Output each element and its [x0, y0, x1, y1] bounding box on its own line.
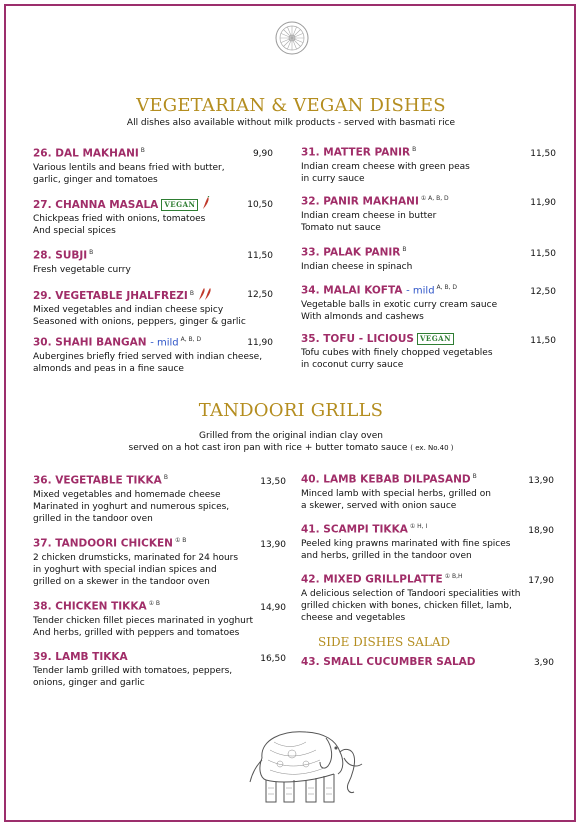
item-desc: Various lentils and beans fried with butter, — [33, 162, 225, 173]
allergen-codes: B — [412, 146, 417, 153]
menu-item-29 — [33, 287, 246, 328]
item-desc: Mixed vegetables and indian cheese spicy — [33, 305, 224, 315]
item-name: 35. TOFU - LICIOUS — [301, 333, 414, 345]
price-38: 14,90 — [260, 603, 286, 613]
menu-item-26 — [33, 147, 225, 186]
mild-label: - mild — [406, 285, 435, 297]
item-name: 28. SUBJI — [33, 249, 88, 262]
veg-section-subtitle: All dishes also available without milk products - served with basmati rice — [126, 118, 456, 128]
allergen-codes: B — [163, 474, 168, 481]
allergen-codes: ① A, B, D — [420, 195, 449, 202]
item-desc: Marinated in yoghurt and numerous spices, — [33, 501, 230, 512]
item-name: 27. CHANNA MASALA — [33, 199, 159, 211]
allergen-codes: B — [89, 249, 94, 256]
side-dishes-title: SIDE DISHES SALAD — [318, 635, 451, 649]
subtitle-note: ( ex. No.40 ) — [410, 444, 454, 452]
price-28: 11,50 — [247, 251, 273, 261]
item-desc: cheese and vegetables — [301, 612, 406, 623]
allergen-codes: A, B, D — [436, 284, 458, 291]
price-29: 12,50 — [247, 290, 273, 300]
item-desc: With almonds and cashews — [301, 311, 424, 322]
vegan-badge: VEGAN — [417, 333, 454, 345]
price-26: 9,90 — [252, 149, 273, 159]
menu-item-42 — [301, 573, 520, 624]
price-42: 17,90 — [528, 576, 554, 586]
price-27: 10,50 — [247, 200, 273, 210]
allergen-codes: B — [472, 473, 477, 480]
item-desc: and herbs, grilled in the tandoor oven — [301, 550, 472, 561]
menu-item-41 — [301, 523, 510, 562]
subtitle-text: served on a hot cast iron pan with rice + butter tomato sauce — [128, 443, 408, 453]
menu-item-40 — [301, 473, 491, 512]
price-40: 13,90 — [528, 476, 554, 486]
menu-item-30 — [33, 336, 262, 375]
item-desc: And herbs, grilled with peppers and tomatoes — [33, 627, 240, 638]
allergen-codes: B — [140, 147, 145, 154]
item-desc: Minced lamb with special herbs, grilled on — [301, 488, 491, 499]
item-desc: Seasoned with onions, peppers, ginger & garlic — [33, 317, 246, 327]
item-name: 33. PALAK PANIR — [301, 246, 401, 259]
allergen-codes: ① B — [148, 600, 160, 607]
item-name: 43. SMALL CUCUMBER SALAD — [301, 656, 476, 668]
tandoori-section-title: TANDOORI GRILLS — [198, 400, 384, 421]
price-33: 11,50 — [530, 249, 556, 259]
menu-item-27 — [33, 196, 211, 237]
item-name: 34. MALAI KOFTA — [301, 284, 403, 297]
item-desc: garlic, ginger and tomatoes — [33, 174, 158, 185]
chakra-emblem-icon — [274, 20, 310, 56]
tandoori-subtitle-2 — [0, 442, 582, 454]
item-desc: Tomato nut sauce — [301, 222, 381, 233]
item-desc: in curry sauce — [301, 173, 365, 184]
item-desc: Mixed vegetables and homemade cheese — [33, 489, 221, 500]
menu-item-38 — [33, 600, 253, 639]
chili-icon — [201, 196, 211, 210]
item-name: 41. SCAMPI TIKKA — [301, 523, 408, 536]
menu-item-37 — [33, 537, 238, 588]
allergen-codes: ① B,H — [444, 573, 463, 580]
item-name: 30. SHAHI BANGAN — [33, 336, 147, 349]
item-name: 37. TANDOORI CHICKEN — [33, 537, 173, 550]
item-desc: a skewer, served with onion sauce — [301, 500, 457, 511]
price-35: 11,50 — [530, 336, 556, 346]
price-37: 13,90 — [260, 540, 286, 550]
price-34: 12,50 — [530, 287, 556, 297]
item-desc: onions, ginger and garlic — [33, 678, 145, 688]
item-desc: Tofu cubes with finely chopped vegetables — [301, 348, 493, 358]
item-desc: in coconut curry sauce — [301, 360, 404, 370]
price-32: 11,90 — [530, 198, 556, 208]
allergen-codes: B — [402, 246, 407, 253]
item-name: 39. LAMB TIKKA — [33, 651, 128, 663]
item-name: 42. MIXED GRILLPLATTE — [301, 573, 443, 586]
item-desc: Indian cheese in spinach — [301, 261, 413, 272]
item-name: 36. VEGETABLE TIKKA — [33, 474, 162, 487]
item-desc: grilled chicken with bones, chicken fillet, lamb, — [301, 600, 512, 611]
item-name: 26. DAL MAKHANI — [33, 147, 139, 160]
item-name: 38. CHICKEN TIKKA — [33, 600, 147, 613]
menu-item-34 — [301, 284, 497, 323]
item-desc: Tender lamb grilled with tomatoes, peppers, — [33, 666, 233, 676]
item-desc: in yoghurt with special indian spices and — [33, 564, 217, 575]
menu-item-33 — [301, 246, 412, 273]
menu-item-35 — [301, 333, 493, 371]
price-31: 11,50 — [530, 149, 556, 159]
item-name: 32. PANIR MAKHANI — [301, 195, 419, 208]
item-desc: A delicious selection of Tandoori specialities with — [301, 588, 521, 599]
allergen-codes: ① H, I — [409, 523, 428, 530]
tandoori-subtitle-1: Grilled from the original indian clay oven — [199, 431, 383, 441]
item-desc: Fresh vegetable curry — [33, 264, 131, 275]
item-desc: Aubergines briefly fried served with indian cheese, — [33, 351, 263, 362]
price-39: 16,50 — [260, 654, 286, 664]
price-41: 18,90 — [528, 526, 554, 536]
item-desc: Vegetable balls in exotic curry cream sauce — [301, 299, 498, 310]
menu-item-28 — [33, 249, 131, 276]
price-30: 11,90 — [247, 338, 273, 348]
item-desc: 2 chicken drumsticks, marinated for 24 hours — [33, 552, 239, 563]
menu-item-39 — [33, 651, 232, 689]
menu-item-43 — [301, 656, 475, 668]
item-desc: Indian cream cheese with green peas — [301, 161, 470, 172]
vegan-badge: VEGAN — [161, 199, 198, 211]
item-name: 31. MATTER PANIR — [301, 146, 411, 159]
item-desc: Chickpeas fried with onions, tomatoes — [33, 214, 206, 224]
item-name: 40. LAMB KEBAB DILPASAND — [301, 473, 471, 486]
item-desc: Peeled king prawns marinated with fine spices — [301, 538, 511, 549]
allergen-codes: B — [189, 289, 194, 297]
allergen-codes: A, B, D — [180, 336, 202, 343]
item-desc: Indian cream cheese in butter — [301, 210, 437, 221]
menu-item-36 — [33, 474, 229, 525]
chili-icon — [197, 287, 213, 301]
price-36: 13,50 — [260, 477, 286, 487]
item-desc: And special spices — [33, 226, 116, 236]
item-desc: Tender chicken fillet pieces marinated in yoghurt — [33, 615, 254, 626]
menu-item-31 — [301, 146, 470, 185]
menu-item-32 — [301, 195, 449, 234]
allergen-codes: ① B — [174, 537, 187, 544]
elephant-illustration — [240, 718, 368, 808]
item-desc: almonds and peas in a fine sauce — [33, 363, 184, 374]
item-name: 29. VEGETABLE JHALFREZI — [33, 290, 188, 302]
veg-section-title: VEGETARIAN & VEGAN DISHES — [136, 95, 446, 116]
item-desc: grilled on a skewer in the tandoor oven — [33, 576, 210, 587]
mild-label: - mild — [150, 337, 179, 349]
item-desc: grilled in the tandoor oven — [33, 513, 153, 524]
price-43: 3,90 — [533, 658, 554, 668]
